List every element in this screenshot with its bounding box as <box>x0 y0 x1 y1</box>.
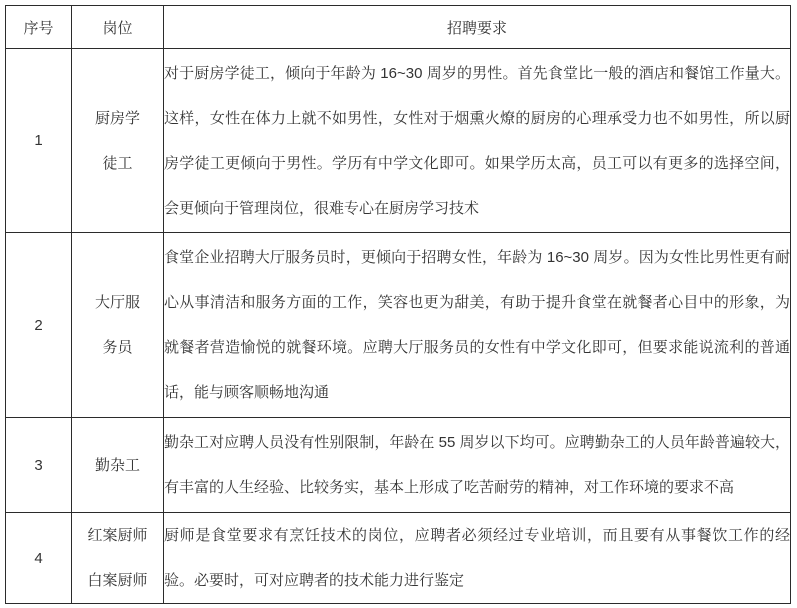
cell-serial-number: 4 <box>6 513 72 604</box>
cell-position <box>72 418 164 513</box>
position-line: 徒工 <box>102 154 133 172</box>
recruitment-table <box>5 5 791 604</box>
position-line: 厨房学 <box>94 109 140 127</box>
table-row-kitchen-apprentice <box>6 49 791 233</box>
cell-requirement: 对于厨房学徒工，倾向于年龄为 16~30 周岁的男性。首先食堂比一般的酒店和餐馆工作量大。这样，女性在体力上就不如男性，女性对于烟熏火燎的厨房的心理承受力也不如男性，所以厨房学徒工更倾向于男性。学历有中学文化即可。如果学历太高，员工可以有更多的选择空间，会更倾向于管理岗位，很难专心在厨房学习技术 <box>164 49 791 233</box>
position-line: 勤杂工 <box>94 456 140 474</box>
header-recruitment-requirements: 招聘要求 <box>164 6 791 49</box>
position-line: 红案厨师 <box>87 527 148 544</box>
document-body <box>5 5 791 604</box>
cell-position <box>72 513 164 604</box>
cell-position <box>72 49 164 233</box>
table-row-hall-waiter <box>6 233 791 418</box>
position-line: 务员 <box>102 339 133 356</box>
cell-serial-number: 2 <box>6 233 72 418</box>
header-position: 岗位 <box>72 6 164 49</box>
table-row-chefs <box>6 513 791 604</box>
cell-requirement: 食堂企业招聘大厅服务员时，更倾向于招聘女性，年龄为 16~30 周岁。因为女性比男性更有耐心从事清洁和服务方面的工作，笑容也更为甜美，有助于提升食堂在就餐者心目中的形象，为就餐者营造愉悦的就餐环境。应聘大厅服务员的女性有中学文化即可，但要求能说流利的普通话，能与顾客顺畅地沟通 <box>164 233 791 418</box>
cell-requirement: 勤杂工对应聘人员没有性别限制，年龄在 55 周岁以下均可。应聘勤杂工的人员年龄普遍较大，有丰富的人生经验、比较务实，基本上形成了吃苦耐劳的精神，对工作环境的要求不高 <box>164 418 791 513</box>
table-row-handyman <box>6 418 791 513</box>
header-serial-number: 序号 <box>6 6 72 49</box>
table-header-row <box>6 6 791 49</box>
cell-requirement: 厨师是食堂要求有烹饪技术的岗位，应聘者必须经过专业培训，而且要有从事餐饮工作的经验。必要时，可对应聘者的技术能力进行鉴定 <box>164 513 791 604</box>
cell-serial-number: 1 <box>6 49 72 233</box>
position-line: 白案厨师 <box>87 572 148 589</box>
position-line: 大厅服 <box>94 294 140 311</box>
cell-serial-number: 3 <box>6 418 72 513</box>
cell-position <box>72 233 164 418</box>
